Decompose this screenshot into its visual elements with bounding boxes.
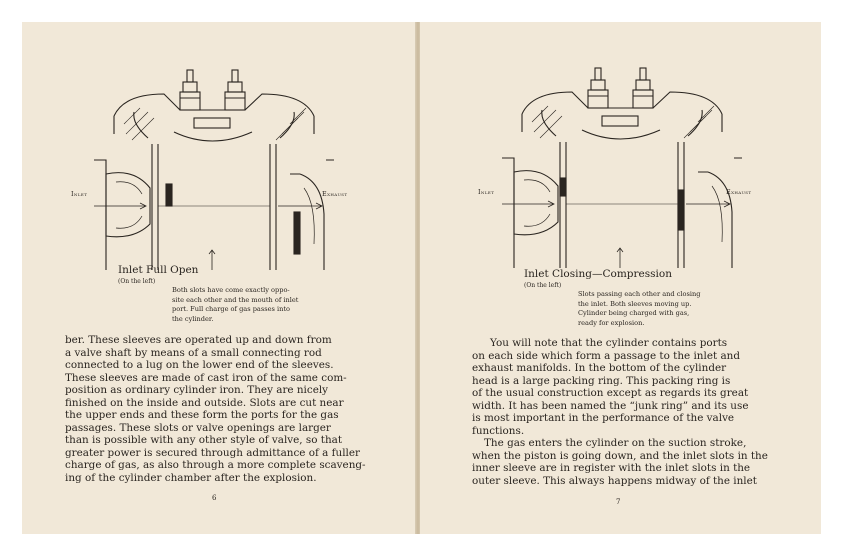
page-number: 6 (212, 494, 217, 502)
figure-caption (578, 290, 728, 329)
body-line: than is possible with any other style of valve, so that (65, 434, 343, 446)
body-line: inner sleeve are in register with the inlet slots in the (472, 462, 751, 474)
caption-line: Both slots have come exactly oppo- (172, 286, 290, 294)
body-line: You will note that the cylinder contains ports (490, 337, 728, 349)
engine-cross-section-inlet-closing (502, 62, 742, 270)
caption-line: the cylinder. (172, 315, 214, 324)
body-line: is most important in the performance of the valve (472, 412, 735, 424)
caption-line: ready for explosion. (578, 319, 645, 328)
body-line: the upper ends and these form the ports for the gas (65, 409, 339, 421)
body-line: a valve shaft by means of a small connecting rod (65, 346, 322, 359)
body-line: position as ordinary cylinder iron. They are nicely (65, 384, 329, 396)
right-page (420, 22, 821, 534)
caption-line: Cylinder being charged with gas, (578, 309, 690, 318)
figure-title: Inlet Full Open (118, 264, 199, 276)
body-line: width. It has been named the “junk ring” and its use (472, 399, 749, 412)
body-line: finished on the inside and outside. Slots are cut near (65, 396, 344, 409)
body-line: These sleeves are made of cast iron of the same com- (65, 371, 347, 384)
body-line: on each side which form a passage to the inlet and (472, 349, 740, 362)
body-line: ber. These sleeves are operated up and down from (65, 334, 332, 346)
body-line: exhaust manifolds. In the bottom of the cylinder (472, 362, 727, 374)
figure-label-exhaust: Exhaust (726, 188, 752, 196)
figure-label-exhaust: Exhaust (322, 190, 348, 198)
engine-cross-section-inlet-open (94, 64, 334, 272)
body-line: connected to a lug on the lower end of the sleeves. (65, 359, 334, 371)
body-line: outer sleeve. This always happens midway of the inlet (472, 474, 757, 487)
body-line: charge of gas, as also through a more complete scaveng- (65, 459, 366, 471)
caption-line: port. Full charge of gas passes into (172, 305, 290, 314)
figure-title: Inlet Closing—Compression (524, 268, 672, 280)
body-line: greater power is secured through admittance of a fuller (65, 446, 360, 459)
page-number: 7 (616, 498, 621, 506)
left-page (22, 22, 417, 534)
body-text (65, 334, 366, 484)
figure-caption (172, 286, 322, 325)
body-text (472, 337, 768, 487)
body-line: head is a large packing ring. This packing ring is (472, 374, 731, 387)
caption-line: site each other and the mouth of inlet (172, 295, 299, 304)
figure-subtitle: (On the left) (118, 278, 156, 285)
caption-line: the inlet. Both sleeves moving up. (578, 299, 692, 308)
body-line: ing of the cylinder chamber after the explosion. (65, 471, 317, 484)
body-line: of the usual construction except as regards its great (472, 387, 749, 399)
body-line: functions. (472, 424, 525, 437)
body-line: passages. These slots or valve openings are larger (65, 421, 331, 434)
body-line: when the piston is going down, and the inlet slots in the (472, 449, 768, 462)
figure-label-inlet: Inlet (478, 188, 495, 196)
body-line: The gas enters the cylinder on the suction stroke, (484, 437, 747, 449)
figure-label-inlet: Inlet (71, 190, 88, 198)
caption-line: Slots passing each other and closing (578, 290, 701, 298)
figure-subtitle: (On the left) (524, 282, 562, 289)
